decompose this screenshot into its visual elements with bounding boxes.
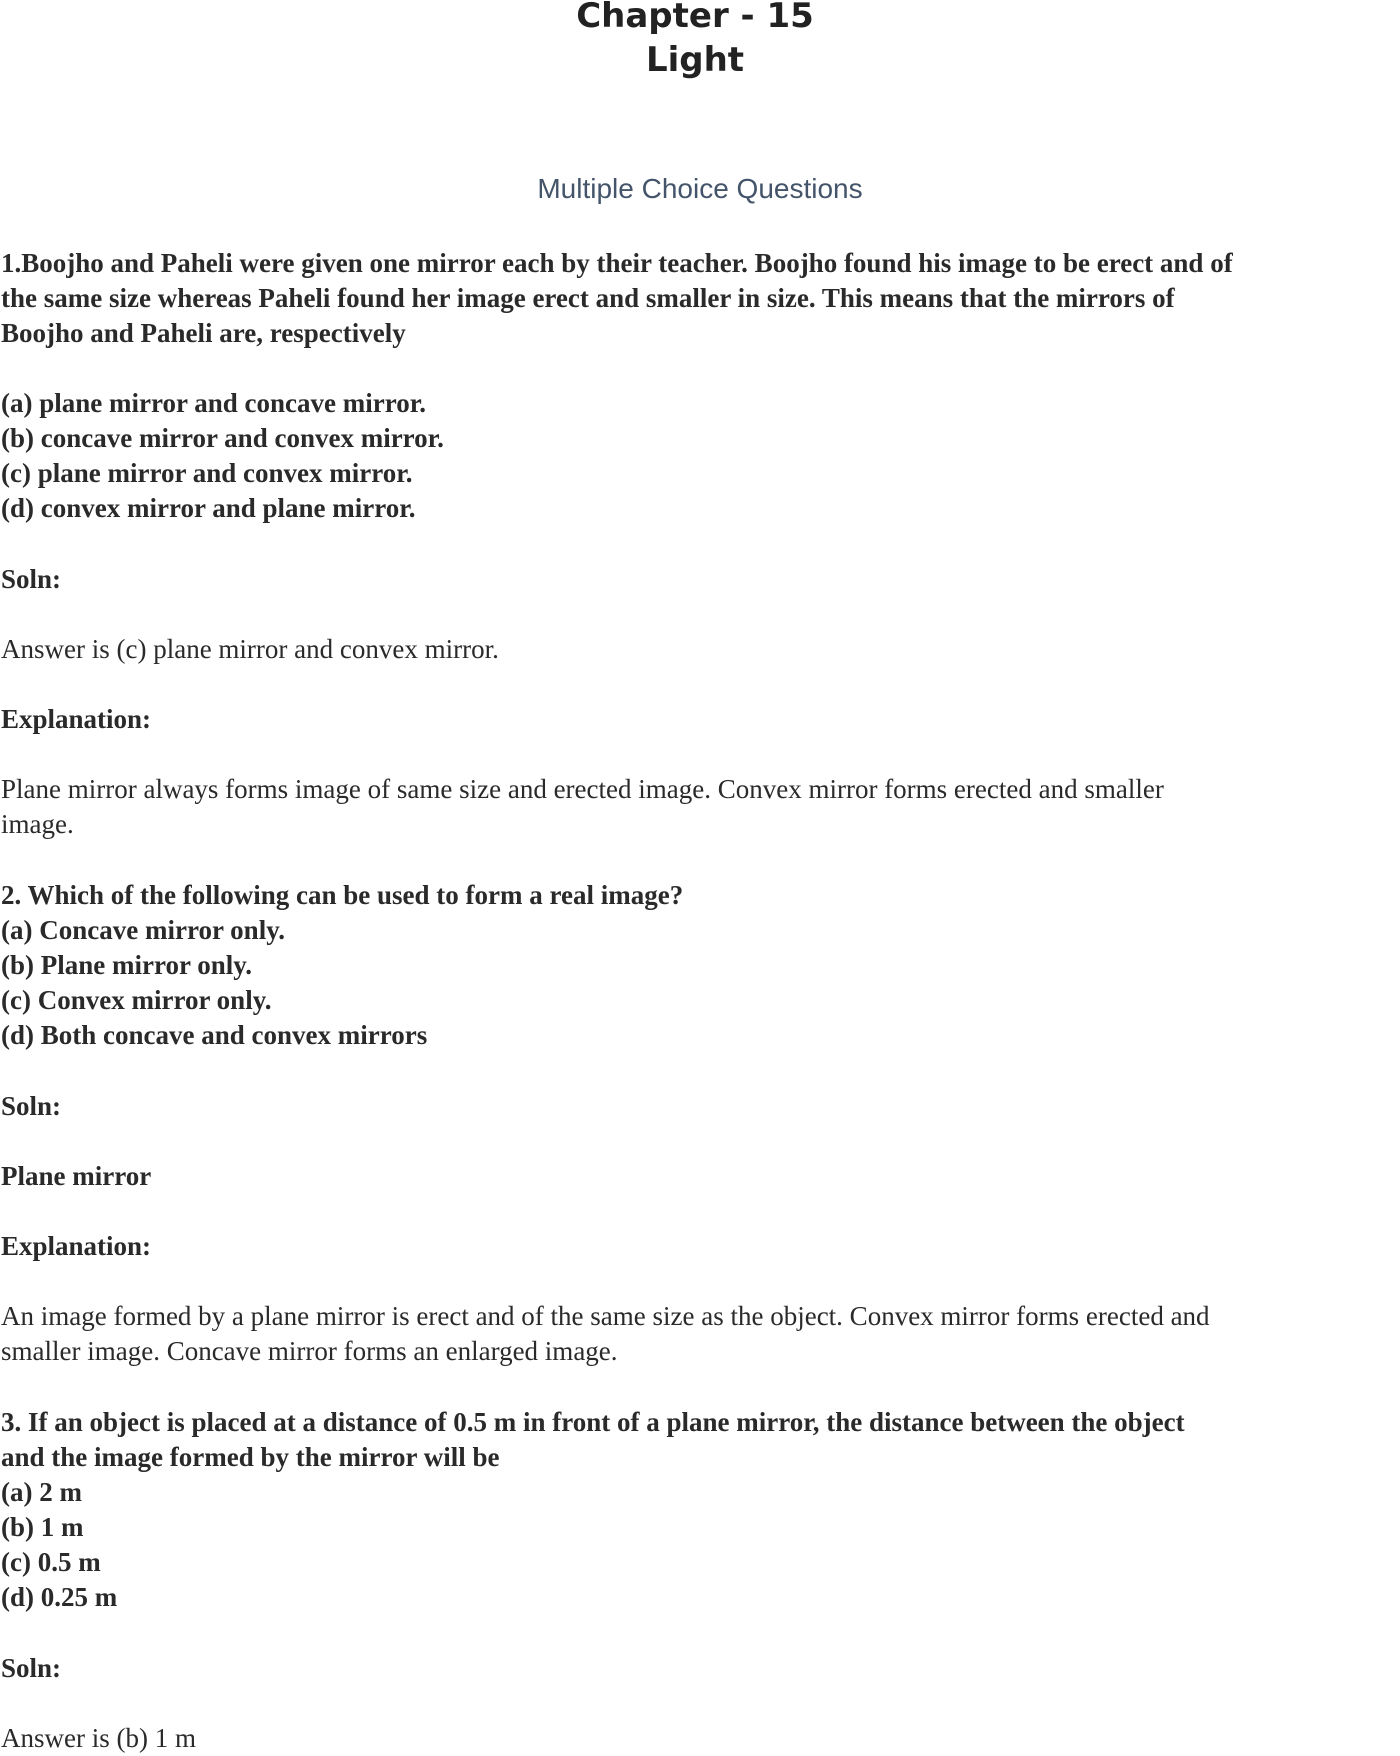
q2-soln-label: Soln: xyxy=(1,1091,62,1121)
q3-answer: Answer is (b) 1 m xyxy=(1,1723,196,1753)
q2-explanation-label: Explanation: xyxy=(1,1231,152,1261)
chapter-number: Chapter - 15 xyxy=(576,0,814,36)
q2-answer: Plane mirror xyxy=(1,1161,152,1191)
q1-explanation-line-2: image. xyxy=(1,809,74,839)
q1-soln-label: Soln: xyxy=(1,564,62,594)
q2-option-c: (c) Convex mirror only. xyxy=(1,985,272,1015)
q1-option-d: (d) convex mirror and plane mirror. xyxy=(1,493,416,523)
q3-option-b: (b) 1 m xyxy=(1,1512,84,1542)
q1-explanation-line-1: Plane mirror always forms image of same size and erected image. Convex mirror forms erected and smaller xyxy=(1,774,1164,804)
q2-option-b: (b) Plane mirror only. xyxy=(1,950,252,980)
q1-answer: Answer is (c) plane mirror and convex mirror. xyxy=(1,634,499,664)
section-title: Multiple Choice Questions xyxy=(537,173,863,204)
q3-soln-label: Soln: xyxy=(1,1653,62,1683)
q1-question-line-3: Boojho and Paheli are, respectively xyxy=(1,318,406,348)
q3-option-d: (d) 0.25 m xyxy=(1,1582,118,1612)
q2-question-line-1: 2. Which of the following can be used to form a real image? xyxy=(1,880,684,910)
q1-question-line-2: the same size whereas Paheli found her image erect and smaller in size. This means that the mirrors of xyxy=(1,283,1175,313)
q2-explanation-line-1: An image formed by a plane mirror is erect and of the same size as the object. Convex mirror forms erected and xyxy=(1,1301,1210,1331)
q2-explanation-line-2: smaller image. Concave mirror forms an enlarged image. xyxy=(1,1336,618,1366)
q1-question-line-1: 1.Boojho and Paheli were given one mirror each by their teacher. Boojho found his image to be erect and of xyxy=(1,248,1233,278)
q1-option-b: (b) concave mirror and convex mirror. xyxy=(1,423,444,453)
q2-option-a: (a) Concave mirror only. xyxy=(1,915,285,945)
q1-option-a: (a) plane mirror and concave mirror. xyxy=(1,388,426,418)
q3-option-a: (a) 2 m xyxy=(1,1477,82,1507)
q2-option-d: (d) Both concave and convex mirrors xyxy=(1,1020,428,1050)
chapter-title: Light xyxy=(645,40,745,80)
q1-explanation-label: Explanation: xyxy=(1,704,152,734)
q1-option-c: (c) plane mirror and convex mirror. xyxy=(1,458,413,488)
q3-question-line-2: and the image formed by the mirror will be xyxy=(1,1442,500,1472)
q3-option-c: (c) 0.5 m xyxy=(1,1547,101,1577)
q3-question-line-1: 3. If an object is placed at a distance of 0.5 m in front of a plane mirror, the distance between the object xyxy=(1,1407,1185,1437)
